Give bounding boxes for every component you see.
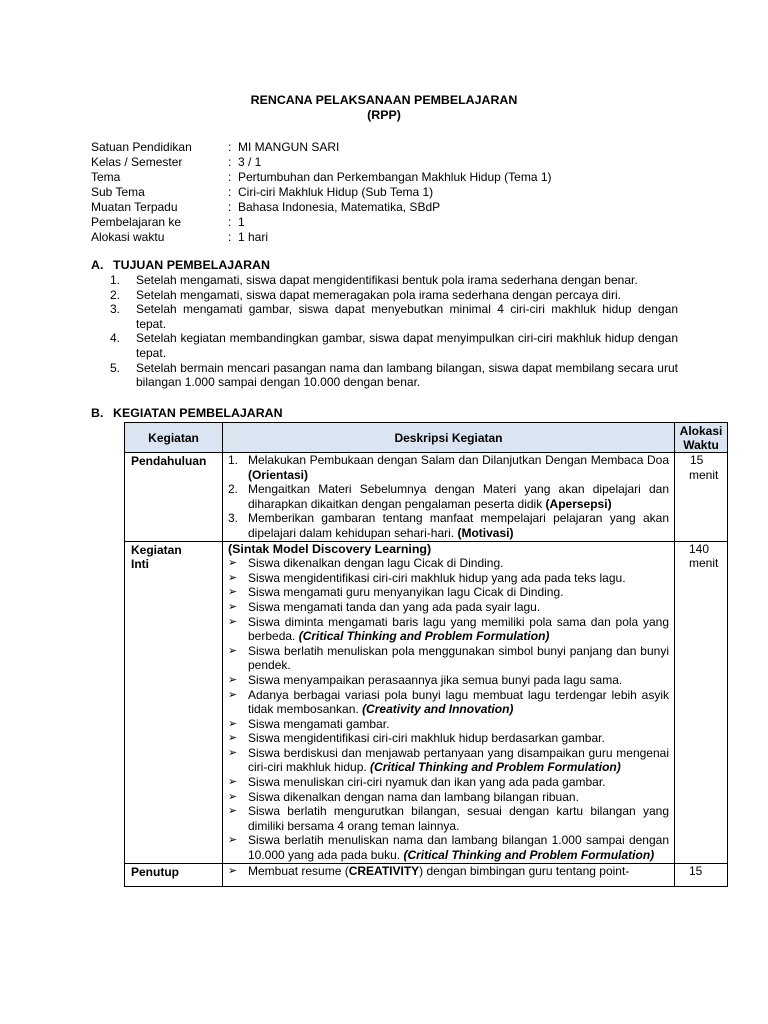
- list-number: 1.: [228, 453, 239, 467]
- list-text: [248, 833, 669, 862]
- list-item: [228, 775, 669, 790]
- list-text: Setelah kegiatan membandingkan gambar, siswa dapat menyimpulkan ciri-ciri makhluk hidup dengan tepat.: [136, 331, 678, 360]
- info-row: [91, 170, 552, 185]
- info-colon: :: [228, 185, 232, 199]
- list-item: [228, 615, 669, 644]
- list-item: [228, 731, 669, 746]
- document-title: RENCANA PELAKSANAAN PEMBELAJARAN: [250, 93, 518, 107]
- list-item: [228, 688, 669, 717]
- list-item: [228, 864, 669, 879]
- document-subtitle: (RPP): [367, 108, 401, 122]
- section-b-heading: [91, 406, 283, 421]
- item-text: Siswa mengamati guru menyanyikan lagu Cicak di Dinding.: [248, 585, 564, 600]
- list-text: [248, 453, 669, 482]
- section-b-title: KEGIATAN PEMBELAJARAN: [113, 406, 283, 420]
- item-bold-text: (Apersepsi): [545, 496, 612, 511]
- list-text: [248, 511, 669, 540]
- sintak-heading: (Sintak Model Discovery Learning): [228, 541, 432, 556]
- list-text: [248, 717, 669, 732]
- tujuan-list: [110, 273, 678, 390]
- table-row: [125, 863, 728, 886]
- list-text: [248, 644, 669, 673]
- table-header-row: [125, 423, 728, 453]
- list-number: 5.: [110, 360, 121, 375]
- list-item: [110, 361, 678, 390]
- list-text: [248, 585, 669, 600]
- arrow-bullet-icon: ➢: [228, 732, 238, 745]
- item-text: Siswa mengamati gambar.: [248, 716, 390, 731]
- list-number: 1.: [110, 273, 121, 287]
- list-text: Setelah bermain mencari pasangan nama dan lambang bilangan, siswa dapat membilang secara urut bilangan 1.000 sampai dengan 10.000 dengan benar.: [136, 360, 678, 390]
- item-text: Membuat resume (: [248, 863, 349, 878]
- info-row: [91, 230, 552, 245]
- item-bold-text: CREATIVITY: [348, 863, 420, 878]
- arrow-bullet-icon: ➢: [228, 571, 238, 584]
- info-colon: :: [228, 140, 232, 154]
- item-text: Siswa berlatih menuliskan nama dan lambang bilangan 1.000 sampai dengan 10.000 yang ada pada buku.: [248, 833, 669, 863]
- arrow-bullet-icon: ➢: [228, 586, 238, 599]
- item-bold-text: (Critical Thinking and Problem Formulation): [370, 760, 621, 775]
- info-value: Ciri-ciri Makhluk Hidup (Sub Tema 1): [238, 185, 434, 199]
- item-text: ) dengan bimbingan guru tentang point-: [419, 863, 630, 878]
- info-label: Alokasi waktu: [91, 230, 165, 244]
- list-text: [248, 746, 669, 775]
- item-text: Siswa mengidentifikasi ciri-ciri makhluk hidup yang ada pada teks lagu.: [248, 570, 626, 585]
- list-text: [248, 556, 669, 571]
- alokasi-unit: menit: [689, 467, 719, 482]
- item-bold-text: (Critical Thinking and Problem Formulation): [403, 848, 655, 863]
- info-row: [91, 200, 552, 215]
- list-text: [248, 571, 669, 586]
- arrow-bullet-icon: ➢: [228, 864, 238, 877]
- arrow-bullet-icon: ➢: [228, 790, 238, 803]
- list-item: [110, 288, 678, 303]
- list-item: [228, 556, 669, 571]
- arrow-bullet-icon: ➢: [228, 644, 238, 657]
- info-value: Bahasa Indonesia, Matematika, SBdP: [238, 200, 441, 214]
- arrow-bullet-icon: ➢: [228, 805, 238, 818]
- list-text: [248, 615, 669, 644]
- list-item: [228, 644, 669, 673]
- list-text: [248, 600, 669, 615]
- row-description: [223, 453, 675, 542]
- list-item: [228, 804, 669, 833]
- item-text: Siswa mengidentifikasi ciri-ciri makhluk hidup berdasarkan gambar.: [248, 731, 605, 746]
- arrow-bullet-icon: ➢: [228, 746, 238, 759]
- arrow-bullet-icon: ➢: [228, 717, 238, 730]
- row-label-text: Kegiatan Inti: [131, 542, 182, 572]
- arrow-bullet-icon: ➢: [228, 557, 238, 570]
- arrow-bullet-icon: ➢: [228, 688, 238, 701]
- alokasi-number: 140: [689, 541, 710, 556]
- info-colon: :: [228, 215, 232, 229]
- info-colon: :: [228, 200, 232, 214]
- alokasi-number: 15: [689, 863, 703, 878]
- list-number: 3.: [228, 511, 239, 526]
- row-alokasi: [675, 453, 728, 542]
- item-text: Mengaitkan Materi Sebelumnya dengan Materi yang akan dipelajari dan diharapkan dikaitkan dengan pengalaman peserta didik: [248, 482, 669, 511]
- list-item: [228, 600, 669, 615]
- row-alokasi: [675, 541, 728, 863]
- arrow-bullet-icon: ➢: [228, 615, 238, 628]
- row-description: [223, 863, 675, 886]
- kegiatan-table: [124, 422, 728, 887]
- info-value: 1: [238, 215, 245, 229]
- item-bold-text: (Motivasi): [457, 525, 514, 540]
- list-item: [228, 833, 669, 862]
- item-bold-text: (Creativity and Innovation): [362, 702, 514, 717]
- list-number: 4.: [110, 331, 121, 346]
- info-row: [91, 185, 552, 200]
- list-text: [248, 731, 669, 746]
- item-text: Siswa berdiskusi dan menjawab pertanyaan yang disampaikan guru mengenai ciri-ciri makhluk hidup.: [248, 745, 669, 775]
- arrow-bullet-icon: ➢: [228, 776, 238, 789]
- section-b-letter: B.: [91, 406, 104, 420]
- info-label: Tema: [91, 170, 121, 184]
- info-value: MI MANGUN SARI: [238, 140, 340, 154]
- header-kegiatan: Kegiatan: [125, 423, 223, 453]
- arrow-bullet-icon: ➢: [228, 600, 238, 613]
- info-colon: :: [228, 170, 232, 184]
- row-alokasi: [675, 863, 728, 886]
- header-alokasi: Alokasi Waktu: [675, 423, 728, 453]
- info-label: Sub Tema: [91, 185, 145, 199]
- info-value: Pertumbuhan dan Perkembangan Makhluk Hidup (Tema 1): [238, 170, 552, 184]
- info-row: [91, 215, 552, 230]
- alokasi-unit: menit: [689, 556, 719, 571]
- item-text: Siswa dikenalkan dengan nama dan lambang bilangan ribuan.: [248, 789, 579, 804]
- list-text: [248, 790, 669, 805]
- info-block: [91, 140, 552, 245]
- list-number: 2.: [228, 482, 239, 497]
- item-text: Siswa mengamati tanda dan yang ada pada syair lagu.: [248, 599, 541, 614]
- row-description: [223, 541, 675, 863]
- info-colon: :: [228, 155, 232, 169]
- item-text: Siswa berlatih menuliskan pola menggunakan simbol bunyi panjang dan bunyi pendek.: [248, 643, 669, 673]
- list-item: [228, 673, 669, 688]
- list-item: [110, 273, 678, 288]
- list-item: [228, 585, 669, 600]
- list-number: 3.: [110, 302, 121, 317]
- section-a-heading: [91, 258, 270, 273]
- list-item: [228, 482, 669, 511]
- list-item: [228, 511, 669, 540]
- list-number: 2.: [110, 287, 121, 302]
- section-a-title: TUJUAN PEMBELAJARAN: [113, 258, 270, 272]
- list-item: [110, 302, 678, 331]
- list-text: Setelah mengamati, siswa dapat memeragakan pola irama sederhana dengan percaya diri.: [136, 287, 621, 302]
- list-text: [248, 775, 669, 790]
- list-text: [248, 804, 669, 833]
- alokasi-number: 15: [690, 453, 704, 467]
- table-row: [125, 453, 728, 542]
- info-label: Kelas / Semester: [91, 155, 183, 169]
- list-text: [248, 482, 669, 511]
- item-text: Siswa menuliskan ciri-ciri nyamuk dan ikan yang ada pada gambar.: [248, 775, 606, 790]
- item-bold-text: (Orientasi): [248, 467, 309, 482]
- arrow-bullet-icon: ➢: [228, 834, 238, 847]
- item-text: Melakukan Pembukaan dengan Salam dan Dilanjutkan Dengan Membaca Doa: [248, 453, 669, 467]
- list-item: [228, 746, 669, 775]
- list-item: [228, 453, 669, 482]
- section-a-letter: A.: [91, 258, 104, 272]
- info-row: [91, 140, 552, 155]
- item-text: Siswa berlatih mengurutkan bilangan, sesuai dengan kartu bilangan yang dimiliki bersama 4 orang teman lainnya.: [248, 804, 669, 833]
- row-label: [125, 541, 223, 863]
- info-colon: :: [228, 230, 232, 244]
- list-text: [248, 673, 669, 688]
- arrow-bullet-icon: ➢: [228, 673, 238, 686]
- list-text: Setelah mengamati, siswa dapat mengidentifikasi bentuk pola irama sederhana dengan benar.: [136, 273, 638, 287]
- list-text: Setelah mengamati gambar, siswa dapat menyebutkan minimal 4 ciri-ciri makhluk hidup dengan tepat.: [136, 302, 678, 331]
- info-row: [91, 155, 552, 170]
- item-text: Siswa menyampaikan perasaannya jika semua bunyi pada lagu sama.: [248, 672, 623, 687]
- info-label: Pembelajaran ke: [91, 215, 182, 229]
- row-label: Penutup: [125, 863, 223, 886]
- list-text: [248, 688, 669, 717]
- item-text: Siswa diminta mengamati baris lagu yang memiliki pola sama dan pola yang berbeda.: [248, 614, 669, 644]
- row-label: Pendahuluan: [125, 453, 223, 542]
- table-row: [125, 541, 728, 863]
- item-text: Memberikan gambaran tentang manfaat mempelajari pelajaran yang akan dipelajari dalam kehidupan sehari-hari.: [248, 511, 669, 540]
- list-item: [228, 717, 669, 732]
- item-text: Adanya berbagai variasi pola bunyi lagu membuat lagu terdengar lebih asyik tidak membosankan.: [248, 687, 669, 717]
- item-bold-text: (Critical Thinking and Problem Formulation): [298, 629, 550, 644]
- list-text: [248, 864, 669, 879]
- info-label: Satuan Pendidikan: [91, 140, 192, 154]
- info-label: Muatan Terpadu: [91, 200, 178, 214]
- list-item: [110, 331, 678, 360]
- info-value: 1 hari: [238, 230, 269, 244]
- item-text: Siswa dikenalkan dengan lagu Cicak di Dinding.: [248, 556, 504, 571]
- header-deskripsi: Deskripsi Kegiatan: [223, 423, 675, 453]
- list-item: [228, 571, 669, 586]
- list-item: [228, 790, 669, 805]
- inti-list: [228, 556, 669, 862]
- info-value: 3 / 1: [238, 155, 262, 169]
